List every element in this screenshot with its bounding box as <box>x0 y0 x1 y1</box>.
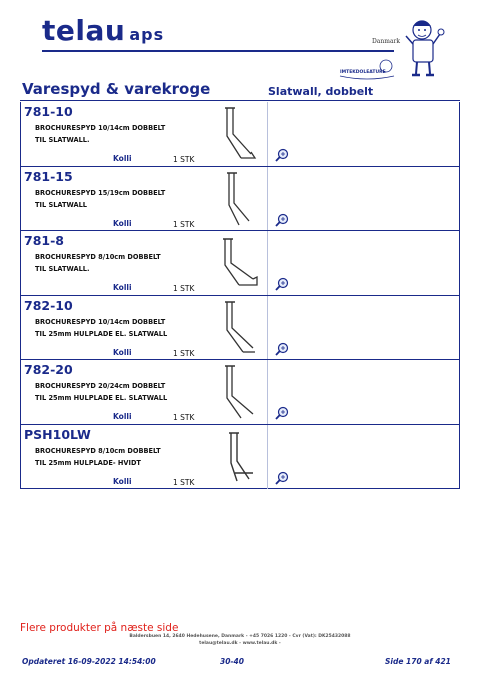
column-divider <box>267 231 268 295</box>
product-image[interactable] <box>217 364 261 420</box>
zoom-icon[interactable] <box>275 406 289 420</box>
product-description: BROCHURESPYD 8/10cm DOBBELT TIL 25mm HULPLADE- HVIDT <box>35 446 161 467</box>
product-quantity: 1 STK <box>173 348 195 358</box>
product-code: 782-10 <box>24 297 73 313</box>
brand-suffix: aps <box>129 25 165 44</box>
product-row <box>21 360 459 425</box>
zoom-icon[interactable] <box>275 342 289 356</box>
product-description: BROCHURESPYD 8/10cm DOBBELT TIL SLATWALL. <box>35 253 161 273</box>
zoom-icon[interactable] <box>275 277 289 291</box>
kolli-label: Kolli <box>113 283 132 292</box>
product-quantity: 1 STK <box>173 284 195 293</box>
kolli-label: Kolli <box>113 347 132 357</box>
product-row <box>21 102 459 167</box>
product-image[interactable] <box>217 106 261 162</box>
country-label: Danmark <box>372 38 401 45</box>
product-quantity: 1 STK <box>173 413 195 422</box>
product-code: PSH10LW <box>24 426 91 442</box>
more-products-note: Flere produkter på næste side <box>20 622 179 634</box>
company-contact: telau@telau.dk - www.telau.dk - <box>199 641 281 646</box>
zoom-icon[interactable] <box>275 213 289 227</box>
product-row <box>21 296 459 361</box>
product-row <box>21 167 459 232</box>
zoom-icon[interactable] <box>275 148 289 162</box>
column-divider <box>267 167 268 231</box>
kolli-label: Kolli <box>113 218 132 228</box>
updated-timestamp: Opdateret 16-09-2022 14:54:00 <box>22 657 156 666</box>
page-subtitle: Slatwall, dobbelt <box>268 85 374 98</box>
zoom-icon[interactable] <box>275 471 289 485</box>
column-divider <box>267 296 268 360</box>
kolli-label: Kolli <box>113 154 132 163</box>
header-divider <box>42 50 394 52</box>
column-divider <box>267 360 268 424</box>
product-image[interactable] <box>217 429 261 485</box>
brand-logo <box>42 14 164 47</box>
badge-icon <box>338 58 396 82</box>
product-quantity: 1 STK <box>173 477 195 487</box>
product-description: BROCHURESPYD 10/14cm DOBBELT TIL SLATWALL. <box>35 124 166 144</box>
product-code: 782-20 <box>24 362 73 377</box>
mascot-icon <box>404 14 446 80</box>
product-row <box>21 231 459 296</box>
column-divider <box>267 425 268 490</box>
product-quantity: 1 STK <box>173 155 195 164</box>
product-code: 781-15 <box>24 168 73 184</box>
brand-name: telau <box>42 14 126 47</box>
product-list <box>20 102 460 489</box>
product-image[interactable] <box>217 171 261 227</box>
page-number: Side 170 af 421 <box>385 657 451 666</box>
section-range: 30-40 <box>220 657 244 666</box>
title-divider <box>20 100 460 101</box>
product-code: 781-10 <box>24 104 73 119</box>
kolli-label: Kolli <box>113 412 132 421</box>
product-code: 781-8 <box>24 233 64 248</box>
column-divider <box>267 102 268 166</box>
product-quantity: 1 STK <box>173 219 195 229</box>
product-description: BROCHURESPYD 15/19cm DOBBELT TIL SLATWALL <box>35 188 166 209</box>
product-row <box>21 425 459 490</box>
page-title: Varespyd & varekroge <box>22 80 211 98</box>
product-image[interactable] <box>217 300 261 356</box>
product-description: BROCHURESPYD 10/14cm DOBBELT TIL 25mm HULPLADE EL. SLATWALL <box>35 317 168 338</box>
product-image[interactable] <box>217 235 261 291</box>
product-description: BROCHURESPYD 20/24cm DOBBELT TIL 25mm HULPLADE EL. SLATWALL <box>35 382 168 402</box>
badge-text: IMTEKDOLEATURE <box>340 70 386 75</box>
company-address: Baldersbuen 14, 2640 Hedehusene, Danmark - +45 7026 1220 - Cvr (Vat): DK25432088 <box>129 634 351 639</box>
kolli-label: Kolli <box>113 476 132 486</box>
